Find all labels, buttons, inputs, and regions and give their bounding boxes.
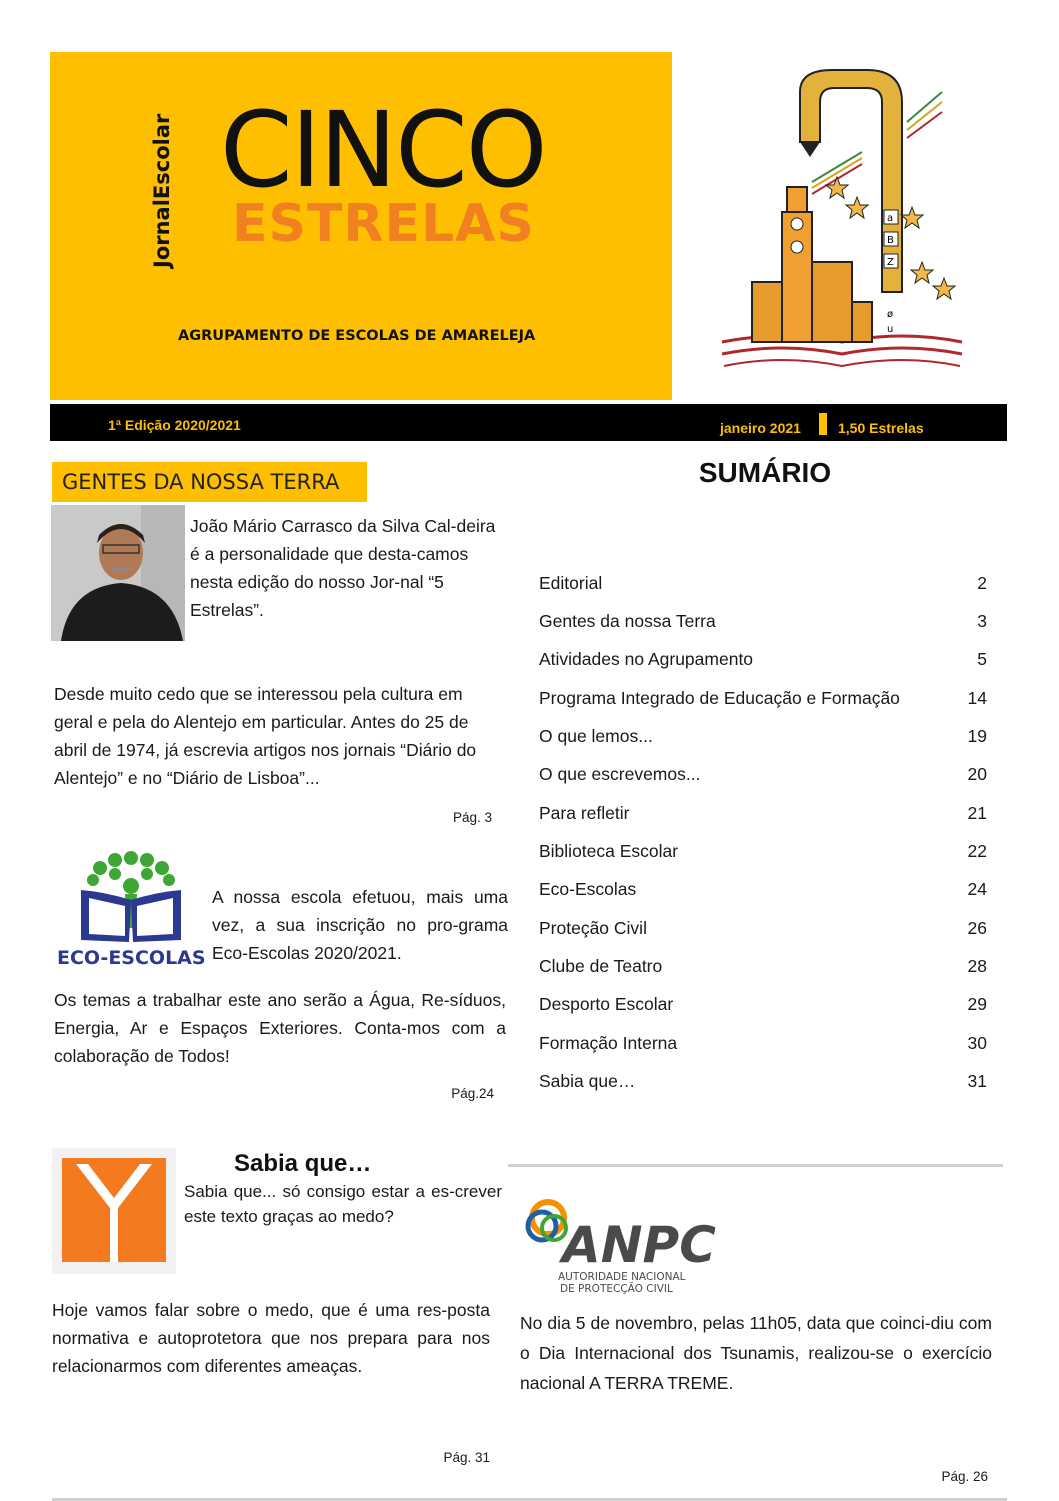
toc-item[interactable] xyxy=(539,756,987,794)
toc-item-label: Proteção Civil xyxy=(539,917,647,938)
toc-item-page: 30 xyxy=(967,1032,987,1053)
toc-item[interactable] xyxy=(539,717,987,755)
anpc-logo xyxy=(518,1196,718,1296)
toc-item-page: 28 xyxy=(967,956,987,977)
toc-item-label: Formação Interna xyxy=(539,1032,678,1053)
sabia-intro: Sabia que... só consigo estar a es-crever este texto graças ao medo? xyxy=(184,1182,502,1226)
masthead-title: CINCO xyxy=(220,89,546,211)
toc-item[interactable] xyxy=(539,794,987,832)
logo-letter-a: a xyxy=(887,213,894,224)
edition-label: 1ª Edição 2020/2021 xyxy=(108,417,241,433)
toc-item-page: 19 xyxy=(967,726,987,747)
toc-item[interactable] xyxy=(539,909,987,947)
gentes-intro: João Mário Carrasco da Silva Cal-deira é a personalidade que desta-camos nesta edição do nosso Jor-nal “5 Estrelas”. xyxy=(190,516,496,620)
anpc-body: No dia 5 de novembro, pelas 11h05, data que coinci-diu com o Dia Internacional dos Tsunamis, realizou-se o exercício nacional A TERRA TREME. xyxy=(520,1313,992,1393)
eco-escolas-logo xyxy=(55,850,207,970)
logo-letter-o: ø xyxy=(887,309,894,320)
eco-body: Os temas a trabalhar este ano serão a Água, Re-síduos, Energia, Ar e Espaços Exteriores. Conta-mos com a colaboração de Todos! xyxy=(54,990,506,1066)
issue-date: janeiro 2021 xyxy=(720,420,801,436)
table-of-contents xyxy=(539,564,987,1101)
toc-item-label: Editorial xyxy=(539,572,603,593)
anpc-logo-text: ANPC xyxy=(562,1216,716,1274)
toc-item-page: 3 xyxy=(977,611,987,632)
eco-intro: A nossa escola efetuou, mais uma vez, a sua inscrição no pro-grama Eco-Escolas 2020/2021. xyxy=(212,887,508,963)
toc-item[interactable] xyxy=(539,602,987,640)
toc-item-label: Clube de Teatro xyxy=(539,956,663,977)
logo-letter-u: u xyxy=(887,324,894,335)
toc-item-label: Desporto Escolar xyxy=(539,994,674,1015)
toc-item-label: O que lemos... xyxy=(539,726,653,747)
toc-item[interactable] xyxy=(539,947,987,985)
anpc-logo-line2: DE PROTECÇÃO CIVIL xyxy=(560,1283,673,1295)
sumario-title: SUMÁRIO xyxy=(698,457,832,488)
gentes-page-ref: Pág. 3 xyxy=(452,810,492,825)
toc-item[interactable] xyxy=(539,679,987,717)
toc-item-label: Programa Integrado de Educação e Formação xyxy=(539,687,900,708)
school-logo xyxy=(712,62,972,392)
toc-item-label: Para refletir xyxy=(539,802,630,823)
toc-item-page: 29 xyxy=(967,994,987,1015)
toc-item[interactable] xyxy=(539,832,987,870)
toc-item-label: Eco-Escolas xyxy=(539,879,637,900)
toc-item-page: 5 xyxy=(977,649,987,670)
toc-item[interactable] xyxy=(539,641,987,679)
sabia-page-ref: Pág. 31 xyxy=(443,1450,490,1465)
toc-item-label: Gentes da nossa Terra xyxy=(539,611,716,632)
toc-item[interactable] xyxy=(539,986,987,1024)
divider xyxy=(508,1164,1003,1167)
toc-item[interactable] xyxy=(539,871,987,909)
bar-separator xyxy=(819,413,827,435)
issue-price: 1,50 Estrelas xyxy=(838,420,924,436)
toc-item-page: 14 xyxy=(967,687,987,708)
toc-item[interactable] xyxy=(539,1062,987,1100)
toc-item[interactable] xyxy=(539,1024,987,1062)
toc-item-label: O que escrevemos... xyxy=(539,764,701,785)
toc-item-label: Biblioteca Escolar xyxy=(539,841,679,862)
sabia-que-logo xyxy=(52,1148,176,1274)
toc-item-page: 24 xyxy=(967,879,987,900)
toc-item-page: 2 xyxy=(977,572,987,593)
toc-item-label: Atividades no Agrupamento xyxy=(539,649,754,670)
eco-page-ref: Pág.24 xyxy=(451,1086,494,1101)
portrait-photo xyxy=(51,505,185,641)
toc-item[interactable] xyxy=(539,564,987,602)
toc-item-page: 21 xyxy=(967,802,987,823)
toc-item-label: Sabia que… xyxy=(539,1071,636,1092)
toc-item-page: 22 xyxy=(967,841,987,862)
school-name: AGRUPAMENTO DE ESCOLAS DE AMARELEJA xyxy=(178,328,536,344)
masthead-subtitle: ESTRELAS xyxy=(232,194,535,254)
gentes-body: Desde muito cedo que se interessou pela cultura em geral e pela do Alentejo em particular. Antes do 25 de abril de 1974, já escrevia artigos nos jornais “Diário do Alentejo” e no “Diário de Lisboa”... xyxy=(54,684,477,788)
anpc-logo-line1: AUTORIDADE NACIONAL xyxy=(558,1271,686,1283)
toc-item-page: 31 xyxy=(967,1071,987,1092)
jornal-escolar-label: JornalEscolar xyxy=(150,113,174,268)
logo-letter-z: Z xyxy=(887,257,894,268)
logo-letter-b: B xyxy=(887,235,894,246)
sabia-title: Sabia que… xyxy=(234,1150,372,1177)
eco-logo-text: ECO-ESCOLAS xyxy=(57,947,206,969)
toc-item-page: 26 xyxy=(967,917,987,938)
toc-item-page: 20 xyxy=(967,764,987,785)
gentes-heading: GENTES DA NOSSA TERRA xyxy=(52,462,367,502)
sabia-body: Hoje vamos falar sobre o medo, que é uma res-posta normativa e autoprotetora que nos prepara para nos relacionarmos com diferentes ameaças. xyxy=(52,1300,490,1376)
anpc-page-ref: Pág. 26 xyxy=(941,1469,988,1484)
